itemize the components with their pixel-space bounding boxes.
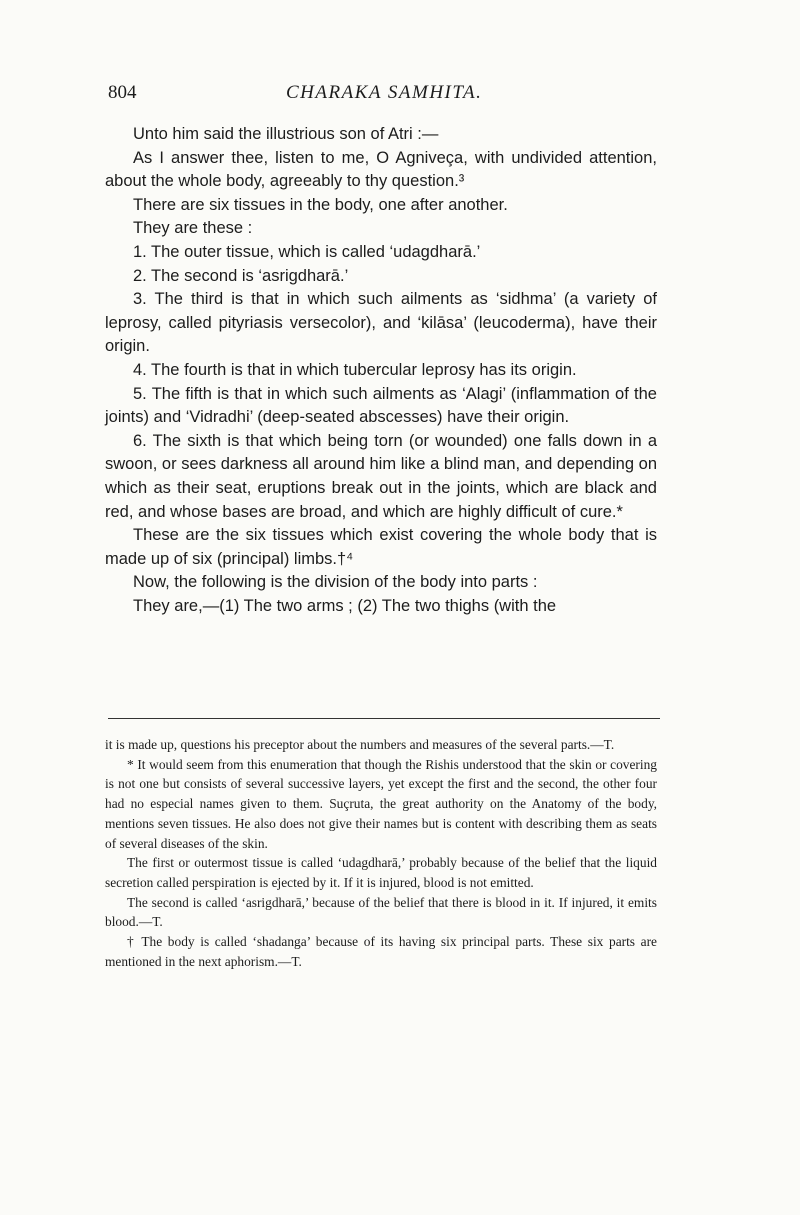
running-title: CHARAKA SAMHITA. (286, 82, 483, 103)
footnote: † The body is called ‘shadanga’ because of its having six principal parts. These six parts are mentioned in the next aphorism.—T. (105, 934, 657, 969)
paragraph: As I answer thee, listen to me, O Agniveça, with undivided attention, about the whole body, agreeably to thy question.³ (105, 148, 657, 191)
paragraph: 3. The third is that in which such ailments as ‘sidhma’ (a variety of leprosy, called pityriasis versecolor), and ‘kilāsa’ (leucoderma), have their origin. (105, 290, 657, 356)
paragraph: Unto him said the illustrious son of Atri :— (133, 125, 439, 143)
paragraph: 4. The fourth is that in which tubercular leprosy has its origin. (133, 360, 577, 379)
footnote: The second is called ‘asrigdharā,’ because of the belief that there is blood in it. If injured, it emits blood.—T. (105, 894, 657, 930)
main-text (105, 123, 657, 618)
paragraph: 1. The outer tissue, which is called ‘udagdharā.’ (133, 242, 481, 261)
footnote: it is made up, questions his preceptor about the numbers and measures of the several parts.—T. (105, 737, 615, 752)
page-header (108, 82, 668, 110)
paragraph: 5. The fifth is that in which such ailments as ‘Alagi’ (inflammation of the joints) and ‘Vidradhi’ (deep-seated abscesses) have their origin. (105, 384, 657, 427)
paragraph: 6. The sixth is that which being torn (or wounded) one falls down in a swoon, or sees darkness all around him like a blind man, and depending on which as their seat, eruptions break out in the joints, which are black and red, and whose bases are broad, and which are highly difficult of cure.* (105, 431, 657, 521)
footnote-divider (108, 718, 660, 719)
paragraph: Now, the following is the division of the body into parts : (133, 573, 538, 592)
page-number: 804 (108, 82, 137, 103)
paragraph: They are,—(1) The two arms ; (2) The two thighs (with the (133, 596, 557, 615)
paragraph: 2. The second is ‘asrigdharā.’ (133, 266, 349, 285)
paragraph: They are these : (133, 219, 253, 238)
paragraph: These are the six tissues which exist covering the whole body that is made up of six (principal) limbs.†⁴ (105, 526, 657, 568)
paragraph: There are six tissues in the body, one after another. (133, 195, 508, 214)
footnotes (105, 735, 657, 971)
footnote: The first or outermost tissue is called ‘udagdharā,’ probably because of the belief that the liquid secretion called perspiration is ejected by it. If it is injured, blood is not emitted. (105, 855, 657, 890)
footnote: * It would seem from this enumeration that though the Rishis understood that the skin or covering is not one but consists of several successive layers, yet except the first and the second, the other four had no especial names given to them. Suçruta, the great authority on the Anatomy of the body, mentions seven tissues. He also does not give their names but is content with describing them as seats of several diseases of the skin. (105, 756, 657, 851)
